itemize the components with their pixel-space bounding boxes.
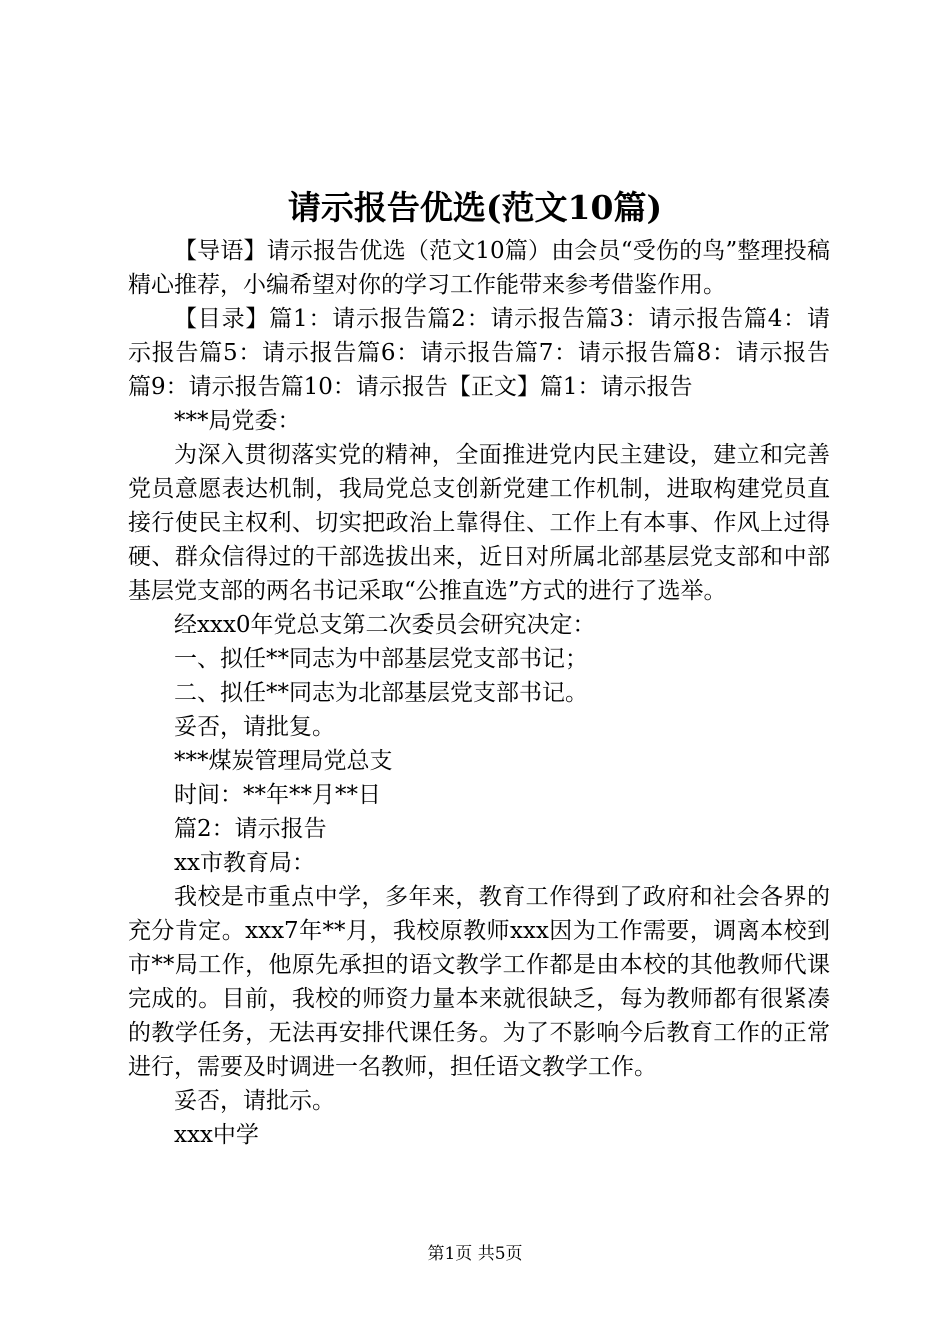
- request-line: 妥否，请批示。: [174, 1088, 335, 1114]
- body-paragraph: 为深入贯彻落实党的精神，全面推进党内民主建设，建立和完善党员意愿表达机制，我局党总支创新党建工作机制，进取构建党员直接行使民主权利、切实把政治上靠得住、工作上有本事、作风上过得硬、群众信得过的干部选拔出来，近日对所属北部基层党支部和中部基层党支部的两名书记采取“公推直选”方式的进行了选举。: [128, 442, 830, 604]
- document-body: [128, 234, 830, 1152]
- recipient-line: ***局党委：: [174, 408, 301, 434]
- request-line: 妥否，请批复。: [174, 714, 335, 740]
- item-line: 二、拟任**同志为北部基层党支部书记。: [174, 680, 588, 706]
- date-line: 时间：**年**月**日: [174, 782, 381, 808]
- signature-line: ***煤炭管理局党总支: [174, 748, 393, 774]
- document-title: 请示报告优选(范文10篇): [287, 188, 663, 227]
- section-heading: 篇2：请示报告: [174, 816, 327, 842]
- toc-paragraph: 【目录】篇1：请示报告篇2：请示报告篇3：请示报告篇4：请示报告篇5：请示报告篇6：请示报告篇7：请示报告篇8：请示报告篇9：请示报告篇10：请示报告【正文】篇1：请示报告: [128, 306, 830, 400]
- item-line: 一、拟任**同志为中部基层党支部书记；: [174, 646, 588, 672]
- decision-line: 经xxx0年党总支第二次委员会研究决定：: [174, 612, 596, 638]
- signature-line: xxx中学: [174, 1122, 259, 1148]
- page-number-footer: 第1页 共5页: [427, 1244, 523, 1264]
- recipient-line: xx市教育局：: [174, 850, 315, 876]
- body-paragraph: 我校是市重点中学，多年来，教育工作得到了政府和社会各界的充分肯定。xxx7年**月，我校原教师xxx因为工作需要，调离本校到市**局工作，他原先承担的语文教学工作都是由本校的其他教师代课完成的。目前，我校的师资力量本来就很缺乏，每为教师都有很紧凑的教学任务，无法再安排代课任务。为了不影响今后教育工作的正常进行，需要及时调进一名教师，担任语文教学工作。: [128, 884, 830, 1080]
- intro-paragraph: 【导语】请示报告优选（范文10篇）由会员“受伤的鸟”整理投稿精心推荐，小编希望对你的学习工作能带来参考借鉴作用。: [128, 238, 830, 298]
